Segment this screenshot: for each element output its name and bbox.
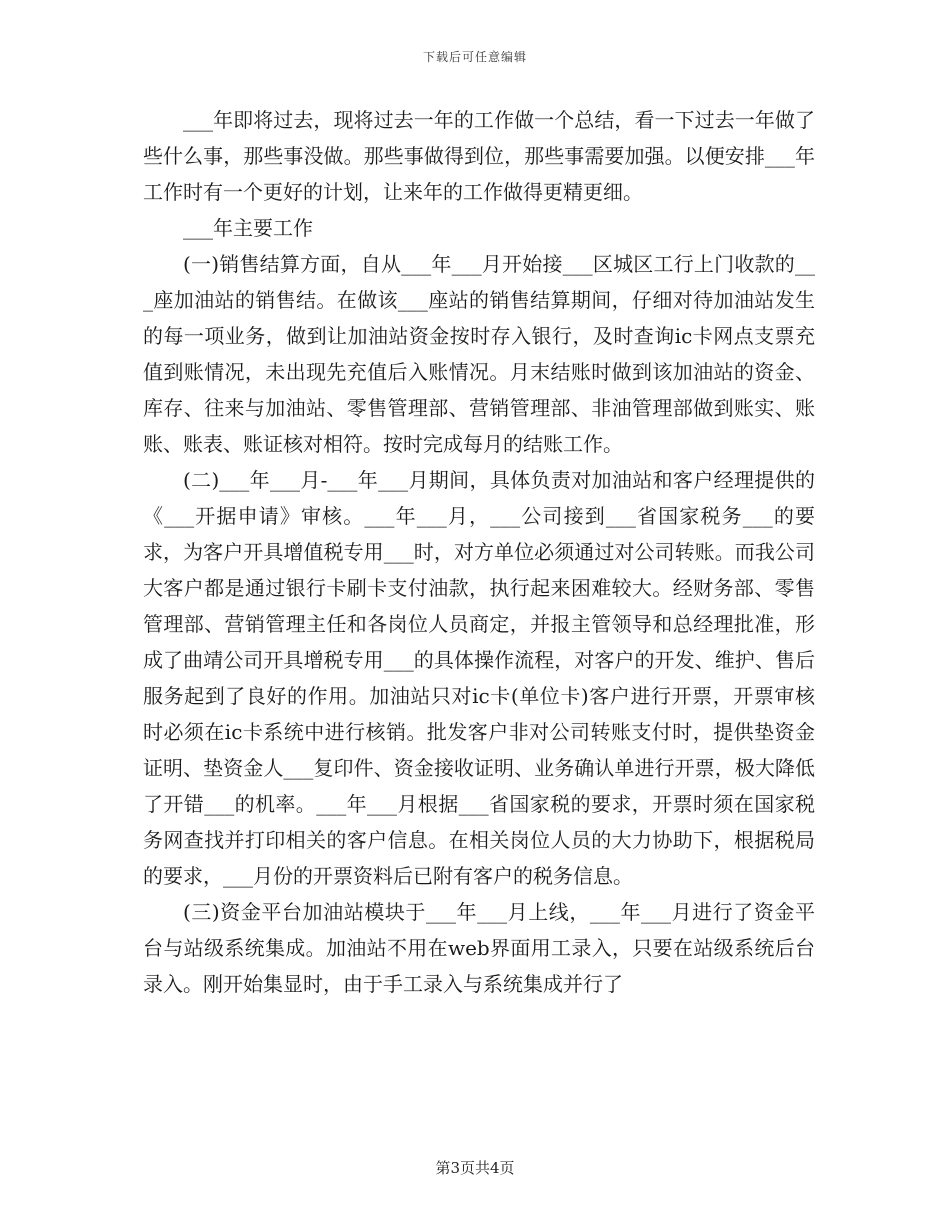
paragraph-section-1: (一)销售结算方面，自从___年___月开始接___区城区工行上门收款的___座加油站的销售结。在做该___座站的销售结算期间，仔细对待加油站发生的每一项业务，做到让加油站资金按时存入银行，及时查询ic卡网点支票充值到账情况，未出现先充值后入账情况。月末结账时做到该加油站的资金、库存、往来与加油站、零售管理部、营销管理部、非油管理部做到账实、账账、账表、账证核对相符。按时完成每月的结账工作。 xyxy=(143,252,815,456)
paragraph-section-2: (二)___年___月-___年___月期间，具体负责对加油站和客户经理提供的《___开据申请》审核。___年___月，___公司接到___省国家税务___的要求，为客户开具增值税专用___时，对方单位必须通过对公司转账。而我公司大客户都是通过银行卡刷卡支付油款，执行起来困难较大。经财务部、零售管理部、营销管理主任和各岗位人员商定，并报主管领导和总经理批准，形成了曲靖公司开具增税专用___的具体操作流程，对客户的开发、维护、售后服务起到了良好的作用。加油站只对ic卡(单位卡)客户进行开票，开票审核时必须在ic卡系统中进行核销。批发客户非对公司转账支付时，提供垫资金证明、垫资金人___复印件、资金接收证明、业务确认单进行开票，极大降低了开错___的机率。___年___月根据___省国家税的要求，开票时须在国家税务网查找并打印相关的客户信息。在相关岗位人员的大力协助下，根据税局的要求，___月份的开票资料后已附有客户的税务信息。 xyxy=(143,468,815,888)
document-body xyxy=(143,102,815,1002)
paragraph-section-3: (三)资金平台加油站模块于___年___月上线，___年___月进行了资金平台与站级系统集成。加油站不用在web界面用工录入，只要在站级系统后台录入。刚开始集显时，由于手工录入与系统集成并行了 xyxy=(143,900,815,996)
section-heading: ___年主要工作 xyxy=(183,216,313,240)
paragraph-intro: ___年即将过去，现将过去一年的工作做一个总结，看一下过去一年做了些什么事，那些事没做。那些事做得到位，那些事需要加强。以便安排___年工作时有一个更好的计划，让来年的工作做得更精更细。 xyxy=(143,108,815,204)
page-footer: 第3页共4页 xyxy=(435,1159,515,1177)
page-header: 下载后可任意编辑 xyxy=(422,50,527,64)
